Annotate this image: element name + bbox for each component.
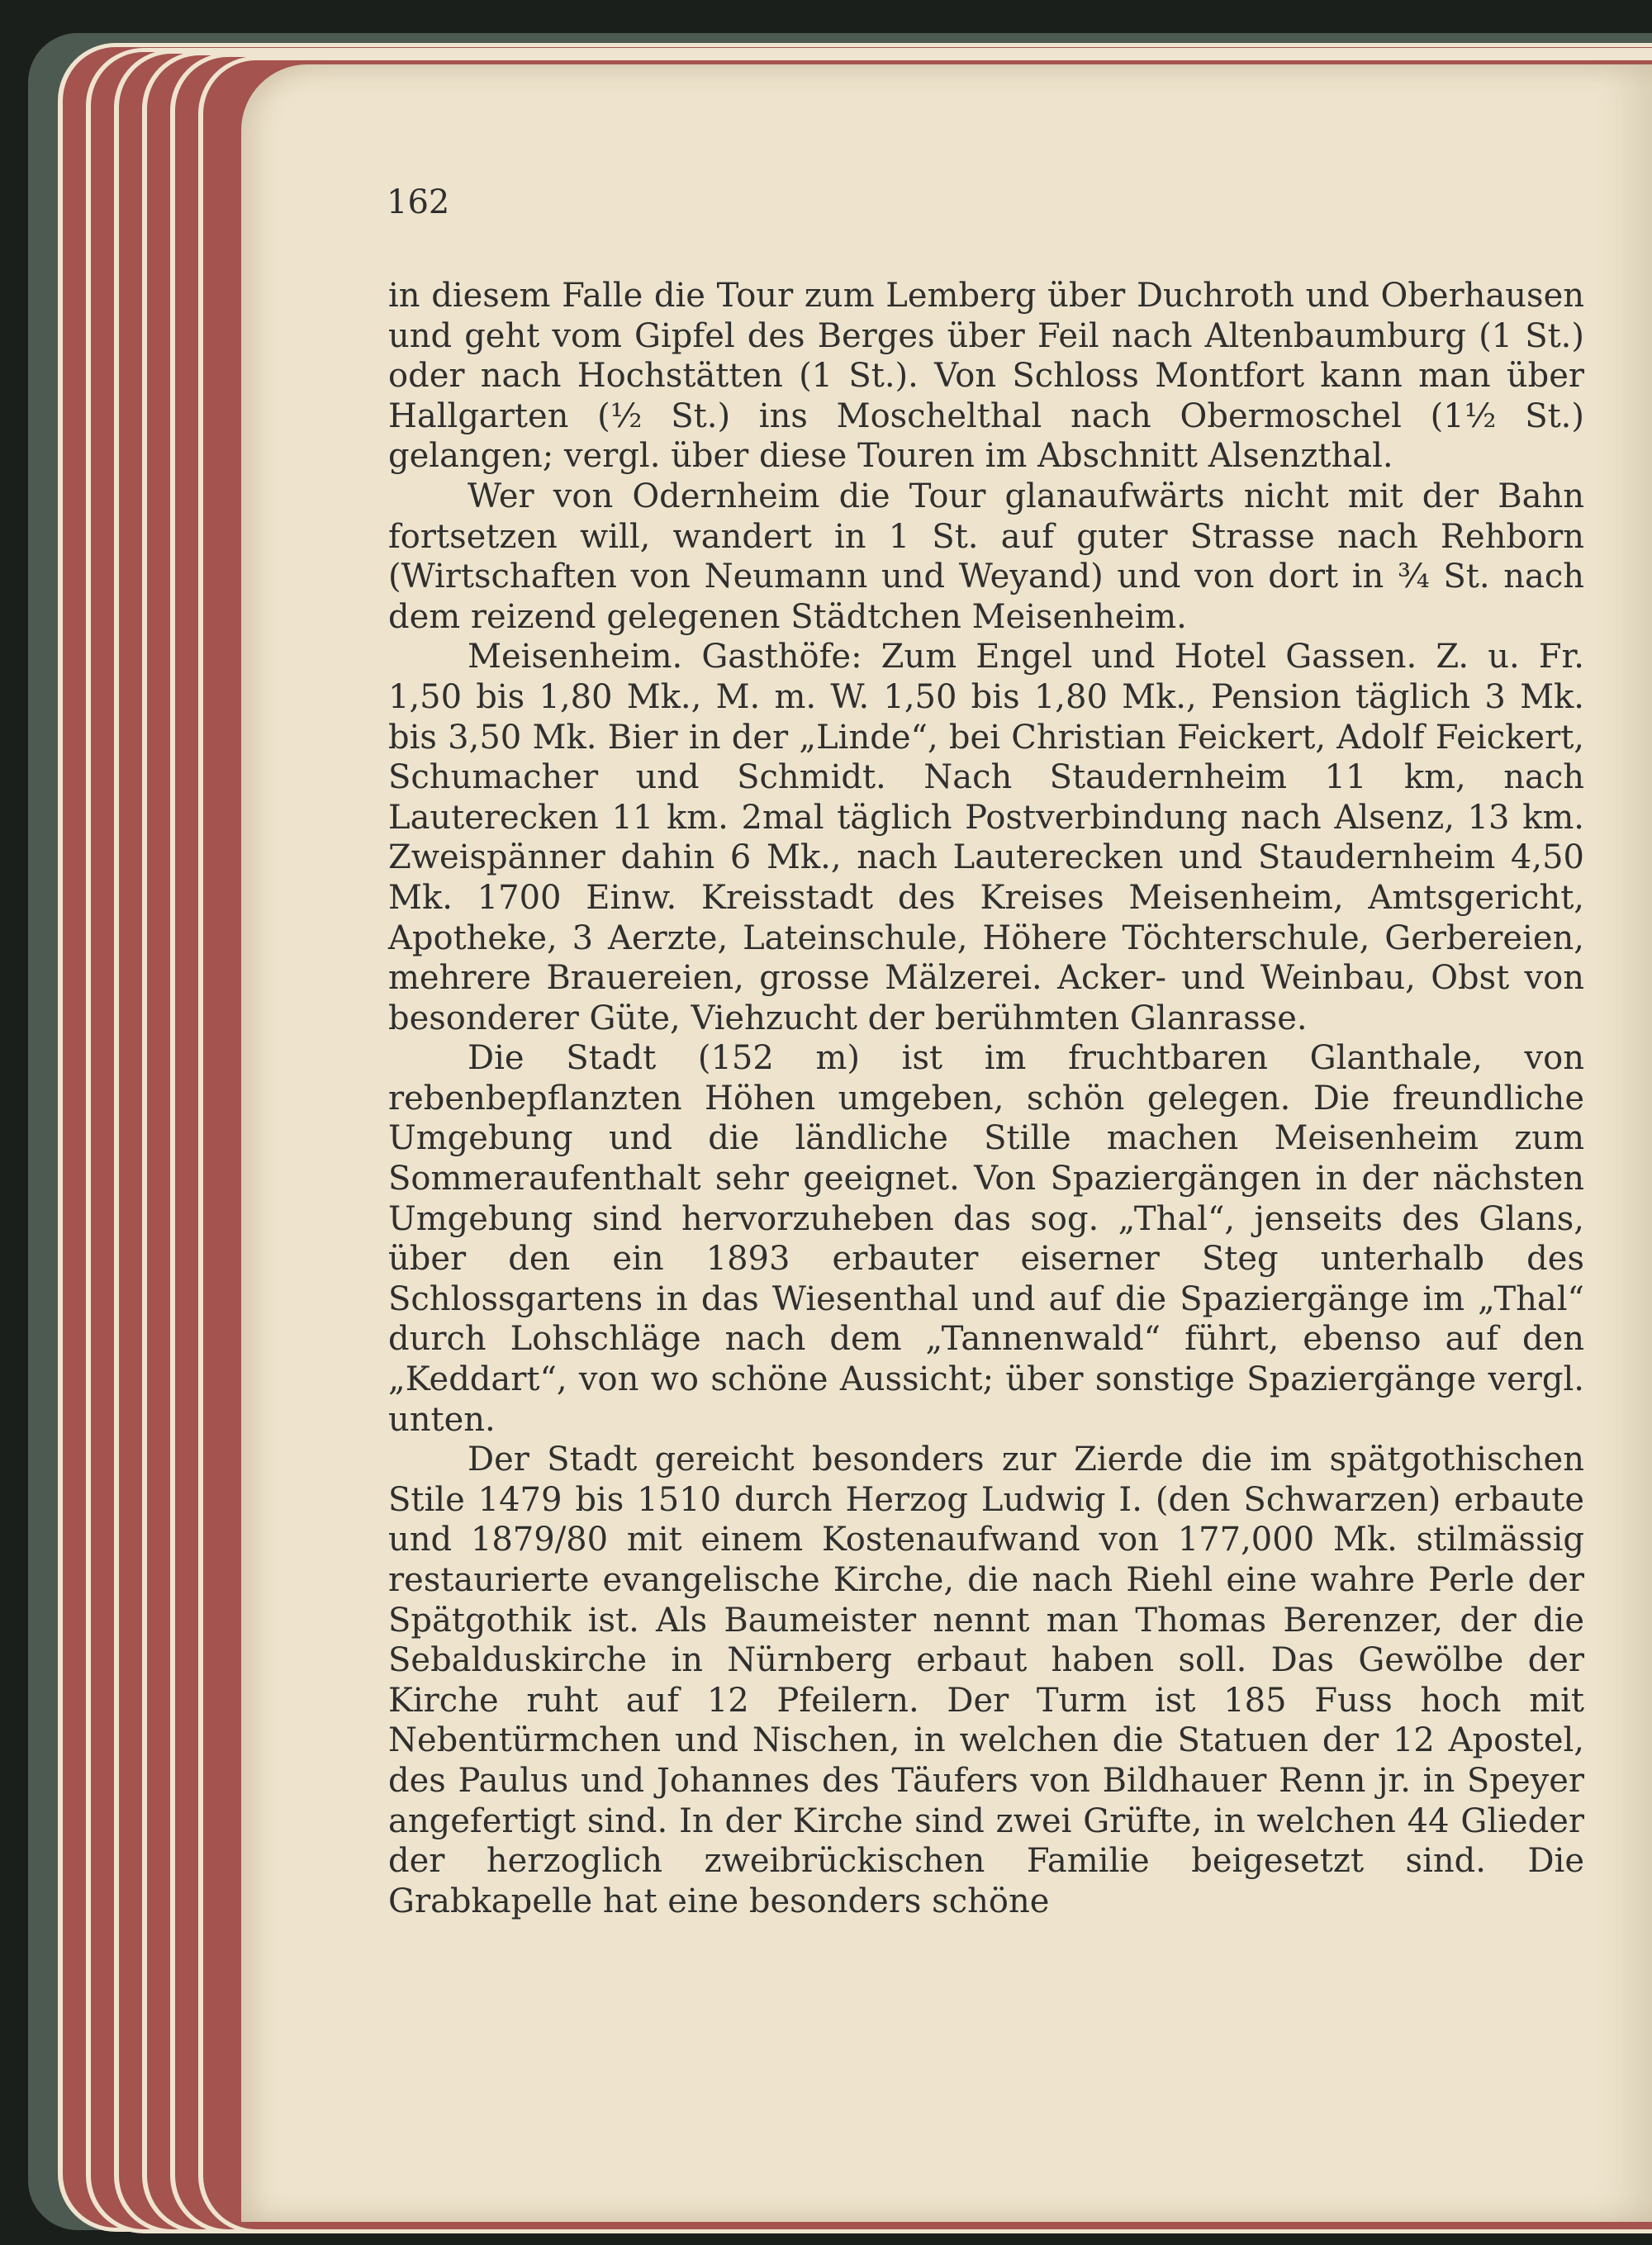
paragraph-4: Die Stadt (152 m) ist im fruchtbaren Glanthale, von rebenbepflanzten Höhen umgeben, schön gelegen. Die freundliche Umgebung und die ländliche Stille machen Meisenheim zum Sommeraufenthalt sehr geeignet. Von Spaziergängen in der nächsten Umgebung sind hervorzuheben das sog. „Thal“, jenseits des Glans, über den ein 1893 erbauter eiserner Steg unterhalb des Schlossgartens in das Wiesenthal und auf die Spaziergänge im „Thal“ durch Lohschläge nach dem „Tannenwald“ führt, ebenso auf den „Keddart“, von wo schöne Aussicht; über sonstige Spaziergänge vergl. unten. — [388, 1039, 1584, 1439]
paragraph-1: in diesem Falle die Tour zum Lemberg über Duchroth und Oberhausen und geht vom Gipfel des Berges über Feil nach Altenbaumburg (1 St.) oder nach Hochstätten (1 St.). Von Schloss Montfort kann man über Hallgarten (½ St.) ins Moschelthal nach Obermoschel (1½ St.) gelangen; vergl. über diese Touren im Abschnitt Alsenzthal. — [388, 277, 1584, 476]
page-number: 162 — [387, 183, 450, 221]
paragraph-3: Meisenheim. Gasthöfe: Zum Engel und Hotel Gassen. Z. u. Fr. 1,50 bis 1,80 Mk., M. m. W. 1,50 bis 1,80 Mk., Pension täglich 3 Mk. bis 3,50 Mk. Bier in der „Linde“, bei Christian Feickert, Adolf Feickert, Schumacher und Schmidt. Nach Staudernheim 11 km, nach Lauterecken 11 km. 2mal täglich Postverbindung nach Alsenz, 13 km. Zweispänner dahin 6 Mk., nach Lauterecken und Staudernheim 4,50 Mk. 1700 Einw. Kreisstadt des Kreises Meisenheim, Amtsgericht, Apotheke, 3 Aerzte, Lateinschule, Höhere Töchterschule, Gerbereien, mehrere Brauereien, grosse Mälzerei. Acker- und Weinbau, Obst von besonderer Güte, Viehzucht der berühmten Glanrasse. — [388, 638, 1584, 1037]
paragraph-5: Der Stadt gereicht besonders zur Zierde die im spätgothischen Stile 1479 bis 1510 durch Herzog Ludwig I. (den Schwarzen) erbaute und 1879/80 mit einem Kostenaufwand von 177,000 Mk. stilmässig restaurierte evangelische Kirche, die nach Riehl eine wahre Perle der Spätgothik ist. Als Baumeister nennt man Thomas Berenzer, der die Sebalduskirche in Nürnberg erbaut haben soll. Das Gewölbe der Kirche ruht auf 12 Pfeilern. Der Turm ist 185 Fuss hoch mit Nebentürmchen und Nischen, in welchen die Statuen der 12 Apostel, des Paulus und Johannes des Täufers von Bildhauer Renn jr. in Speyer angefertigt sind. In der Kirche sind zwei Grüfte, in welchen 44 Glieder der herzoglich zweibrückischen Familie beigesetzt sind. Die Grabkapelle hat eine besonders schöne — [388, 1441, 1584, 1920]
paragraph-2: Wer von Odernheim die Tour glanaufwärts nicht mit der Bahn fortsetzen will, wandert in 1 St. auf guter Strasse nach Rehborn (Wirtschaften von Neumann und Weyand) und von dort in ¾ St. nach dem reizend gelegenen Städtchen Meisenheim. — [388, 477, 1584, 636]
page-text — [388, 276, 1584, 1921]
